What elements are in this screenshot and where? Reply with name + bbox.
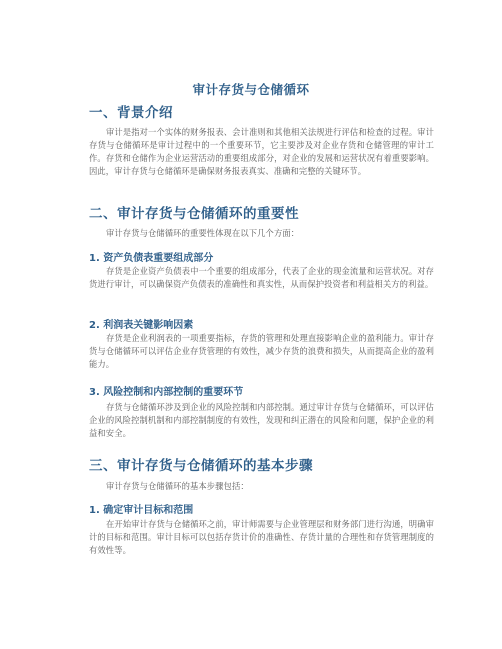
basic-steps-intro: 审计存货与仓储循环的基本步骤包括： (106, 481, 249, 491)
subsection-heading-balance-sheet: 1. 资产负债表重要组成部分 (89, 253, 214, 264)
background-paragraph: 审计是指对一个实体的财务报表、会计准则和其他相关法规进行评估和检查的过程。审计存货与仓储循环是审计过程中的一个重要环节，它主要涉及对企业存货和仓储管理的审计工作。存货和仓储作为企业运营活动的重要组成部分，对企业的发展和运营状况有着重要影响。因此，审计存货与仓储循环是确保财务报表真实、准确和完整的关键环节。 (89, 127, 434, 176)
balance-sheet-paragraph: 存货是企业资产负债表中一个重要的组成部分，代表了企业的现金流量和运营状况。对存货进行审计，可以确保资产负债表的准确性和真实性，从而保护投资者和利益相关方的利益。 (89, 266, 434, 289)
subsection-heading-audit-objectives: 1. 确定审计目标和范围 (89, 505, 194, 516)
audit-objectives-paragraph: 在开始审计存货与仓储循环之前，审计师需要与企业管理层和财务部门进行沟通，明确审计的目标和范围。审计目标可以包括存货计价的准确性、存货计量的合理性和存货管理制度的有效性等。 (89, 519, 434, 555)
section-heading-basic-steps: 三、审计存货与仓储循环的基本步骤 (89, 458, 313, 474)
importance-intro: 审计存货与仓储循环的重要性体现在以下几个方面： (106, 228, 300, 238)
subsection-heading-income-statement: 2. 利润表关键影响因素 (89, 320, 194, 331)
section-heading-background: 一、背景介绍 (89, 105, 173, 121)
document-title: 审计存货与仓储循环 (192, 82, 310, 97)
income-statement-paragraph: 存货是企业利润表的一项重要指标，存货的管理和处理直接影响企业的盈利能力。审计存货与仓储循环可以评估企业存货管理的有效性，减少存货的浪费和损失，从而提高企业的盈利能力。 (89, 333, 434, 369)
subsection-heading-risk-control: 3. 风险控制和内部控制的重要环节 (89, 387, 244, 398)
section-heading-importance: 二、审计存货与仓储循环的重要性 (89, 206, 299, 222)
risk-control-paragraph: 存货与仓储循环涉及到企业的风险控制和内部控制。通过审计存货与仓储循环，可以评估企业的风险控制机制和内部控制制度的有效性，发现和纠正潜在的风险和问题，保护企业的利益和安全。 (89, 402, 434, 438)
